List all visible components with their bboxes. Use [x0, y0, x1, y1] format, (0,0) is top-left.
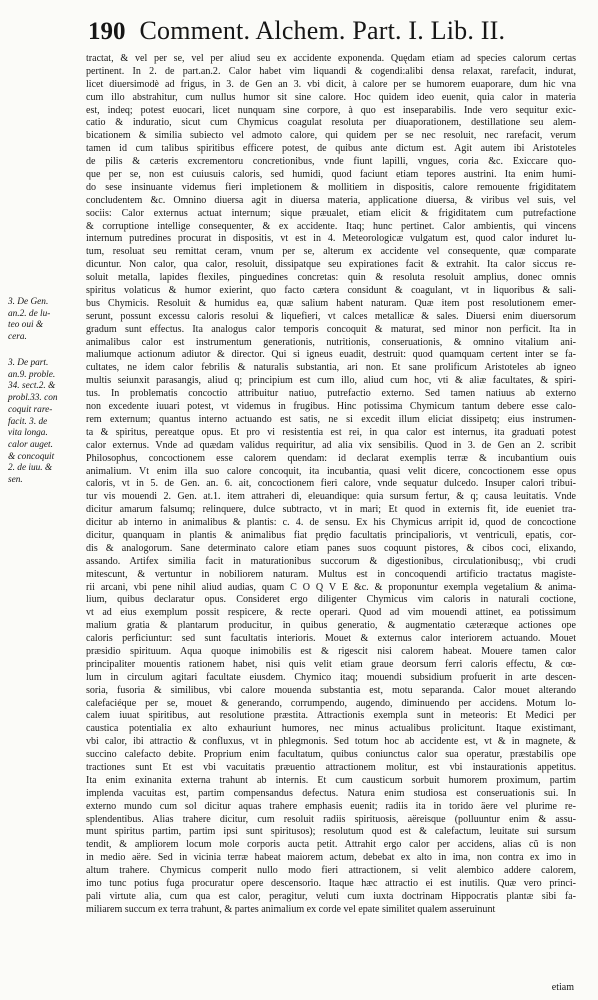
running-title: Comment. Alchem. Part. I. Lib. II.: [139, 16, 506, 45]
text-line: calem iuuat spiritibus, aut resolutione præstita. Attractionis exempla sunt in meteoris: Et Medici per: [86, 710, 576, 722]
text-line: multis seiunxit parasangis, aliud q; principium est cum illo, aliud cum hoc, vti & aliæ facultates, & spiri-: [86, 375, 576, 387]
text-line: spiritus volaticus & humor exierint, quo facto cætera considunt & coagulant, vt in liquoribus & sali-: [86, 285, 576, 297]
text-line: calefaciéque per se, mouet & generando, corrumpendo, augendo, diminuendo per accidens. Motum lo-: [86, 697, 576, 709]
margin-note-line: cera.: [8, 332, 27, 343]
text-line: lum in circulum agitari facultate eiusdem. Chymico itaq; mouendi subsidium profuerit in arte descen-: [86, 671, 576, 683]
text-line: do sese insinuante videmus fieri impletionem & mollitiem in dispositis, calore remouente frigiditatem: [86, 181, 576, 193]
text-line: vbi calor, ibi attractio & confluxus, vt in phlegmonis. Sed totum hoc ab accidente est, vt & in magnete, &: [86, 736, 576, 748]
text-line: licet diuersimodè ad frigus, in 3. de Gen an 3. vbi dicit, à calore per se humorem euaporare, dum hic vna: [86, 78, 576, 90]
text-line: internum putredines procurat in dispositis, vt est in 4. Meteorologicæ vulgatum est, quod calor induret lu-: [86, 233, 576, 245]
text-line: Philosophus, concoctionem esse calorem quendam: id declarat exemplis terræ & incubantium ouis: [86, 452, 576, 464]
margin-note-line: facit. 3. de: [8, 416, 48, 427]
text-line: assando. Artifex similia facit in maturationibus succorum & digestionibus, circulationibusq;, vbi crudi: [86, 555, 576, 567]
text-line: serunt, possunt excessu caloris resolui & liquefieri, vt calces metallicæ & sales. Diuersi enim diuersorum: [86, 310, 576, 322]
text-line: non excedente iuuari potest, vt videmus in frugibus. Hinc potissima Chymicum tantum debere esse calo-: [86, 401, 576, 413]
text-line: caloris perficiuntur: sed sunt facultatis interioris. Mouet & externus calor interiorem actuando. Mouet: [86, 633, 576, 645]
text-line: succino calefacto debite. Proprium enim facultatum, quibus coniunctus calor sua operatur, præstabilis ope: [86, 749, 576, 761]
text-line: tractiones sunt Et est vbi vacuitatis præuentio attractionem molitur, est vbi instaurationis appetitus.: [86, 761, 576, 773]
text-line: munt spiritus partim, partim ipsi sunt spiritusos); resolutum quod est & calefactum, leuitate sui sursum: [86, 826, 576, 838]
text-line: tus. In problematis concoctio attribuitur natiuo, putrefactio externo. Sed tamen natiuus ab externo: [86, 388, 576, 400]
text-line: pali virtute alia, cum qua est calor, peragitur, veluti cum iuxta doctrinam Hippocratis plantæ sibi fa-: [86, 890, 576, 902]
text-line: soluit metalla, lapides flexiles, pinguedines concretas: quin & resoluta resoluit amplius, donec omnis: [86, 272, 576, 284]
text-line: mitescunt, & vertuntur in nobiliorem naturam. Multus est in concoquendi artificio tractatus magiste-: [86, 568, 576, 580]
text-line: maliumque actionum adiutor & director. Qui si igneus euadit, destruit: quod quamquam certent inter se fa-: [86, 349, 576, 361]
text-line: miliarem succum ex terra trahunt, & partes animalium ex corde vel epate similitet qualem asseruinunt: [86, 903, 496, 915]
text-line: imo tunc potius fuga procuratur opere descensorio. Itaque hæc attractio ei est inutilis. Quæ vero princi-: [86, 878, 576, 889]
text-line: vt ad eius exemplum possit respicere, & recte operari. Quod ad vim mouendi attinet, ea potissimum: [86, 607, 576, 619]
margin-note-line: 3. De Gen.: [8, 297, 49, 307]
margin-note-line: calor auget.: [8, 439, 53, 450]
text-line: cum illo abstrahitur, cum nullus humor sit sine calore. Hoc quidem ideo euenit, quia calor in materia: [86, 91, 576, 103]
text-line: calor externus. Vnde ad quædam validus requiritur, ad alia vix sensibilis. Quod in 3. de Gen an 2. scribit: [86, 439, 576, 451]
text-line: lium, quibus declaratur opus. Consideret ergo diligenter Chymicus vim caloris in naturali coctione,: [86, 594, 576, 606]
text-line: que per se, non est cuiusuis caloris, sed humidi, quod faciunt etiam tepores austrini. Ita enim humi-: [86, 169, 576, 181]
text-line: bicationem & similia subiecto vel admoto calore, qui quidem per se nec resoluit, nec rarefacit, verum: [86, 130, 576, 142]
margin-note-line: sen.: [8, 475, 23, 486]
text-line: malium gratia & plantarum producitur, in quibus generatio, & augmentatio cæteræque actiones ope: [86, 620, 576, 632]
text-line: rii arcani, vbi pene nihil aliud audias, quam C O Q V E &c. & proponuntur exempla vegetalium & anima-: [86, 581, 576, 593]
body-text: [86, 53, 576, 917]
text-line: splendentibus. Alias trahere dicitur, cum resoluit radiis spirituosis, aëreisque (polluuntur enim & assu-: [86, 813, 576, 825]
text-line: sociis: Calor externus actuat internum; sique præualet, etiam elicit & frigiditatem cum putrefactione: [86, 207, 576, 219]
margin-note: [8, 358, 68, 487]
margin-note-line: vita longa.: [8, 428, 48, 439]
text-line: præsidio spirituum. Aqua quoque inimobilis est & rigescit nisi calorem habeat. Mouere tamen calor: [86, 645, 576, 657]
text-line: tur vis mouendi 2. Gen. at.1. item attraheri di, eleuandique: quia sursum fertur, & q; causa leuitatis. Vnde: [86, 491, 576, 503]
margin-note-line: probl.33. con: [8, 393, 58, 404]
margin-note: [8, 297, 68, 344]
catchword: etiam: [551, 982, 574, 993]
text-line: rem externum; quantus interno actuando est satis, ne si excedit illum eliciat dissipetq; eius instrumen-: [86, 413, 576, 425]
page-header: [88, 16, 558, 52]
text-line: dicuntur. Non calor, qua calor, resoluit, dissipatque seu expirationes facit & extrahit. Ita calor siccus re-: [86, 259, 576, 271]
text-line: bus Chymicis. Resoluit & humidus ea, quæ salium habent naturam. Quæ item post resolutionem emer-: [86, 297, 576, 309]
margin-note-line: teo oui &: [8, 320, 44, 331]
text-line: & corruptione intellige consequenter, & ex accidente. Itaq; hunc pertinet. Calor ambientis, qui vincens: [86, 220, 576, 232]
text-line: concludentem &c. Omnino diuersa agit in diuersa materia, applicatione diuersa, & viribus vel suis, vel: [86, 194, 576, 206]
text-line: de pilis & cæteris excrementoru concretionibus, vnde fiunt lapilli, vngues, coria &c. Exiccare quo-: [86, 156, 576, 168]
text-line: tendit, & ampliorem locum mole corporis aucta petit. Attrahit ergo calor per accidens, alias cũ is non: [86, 839, 576, 851]
text-line: caloris, vt in 5. de Gen. an. 6. ait, concoctionem fieri calore, vnde sequatur dulcedo. Insuper calori tribui-: [86, 478, 576, 490]
text-line: externo mundo cum sol dicitur aquas trahere emphasis euenit; radiis ita in torido äere vel plurime re-: [86, 800, 576, 812]
text-line: gradum sunt effectus. Ita analogus calor temporis concoquit & maturat, sed minor non perficit. Ita in: [86, 323, 576, 335]
text-line: tractat, & vel per se, vel per aliud seu ex accidente exponenda. Quędam etiam ad species calorum certas: [86, 53, 576, 64]
margin-note-line: coquit rare-: [8, 404, 53, 415]
margin-note-line: 3. De part.: [8, 358, 49, 368]
text-line: tamen id cum talibus spiritibus efficere potest, de quibus ante dictum est. Agit autem ibi Aristoteles: [86, 143, 576, 155]
text-line: in medio aëre. Sed in vicinia terræ habeat maiorem actum, debebat ex alto in ima, non contra ex imo in: [86, 852, 576, 864]
text-line: animalium. Vt enim illa suo calore concoquit, ita incubantia, quasi velit dicere, concoctionem esse opus: [86, 465, 576, 477]
margin-note-line: an.9. proble.: [8, 369, 56, 380]
text-line: animalibus calor est instrumentum generationis, nutritionis, conseruationis, & omnino vitalium ani-: [86, 336, 576, 348]
page-number: 190: [88, 18, 126, 45]
text-line: dicitur ab interno in animalibus & plantis: c. 4. de sensu. Ex his Chymicus arripit id, quod de concoctione: [86, 517, 576, 529]
margin-note-line: & concoquit: [8, 451, 55, 462]
text-line: tum, resoluat seu remittat ceram, vnum per se, alterum ex accidente vel consequente, quæ comparate: [86, 246, 576, 258]
text-line: dicitur, quanquam in plantis & animalibus fiat prędio facultatis principalioris, vt ventriculi, epatis, cor-: [86, 529, 576, 541]
text-line: ta & spiritus, pereatque opus. Et pro vi resistentia est rei, in qua calor est internus, ita graduati potest: [86, 426, 576, 438]
text-line: principaliter mouentis rationem habet, nisi quis velit etiam graue deorsum ferri caloris effectu, & cœ-: [86, 658, 576, 670]
text-line: soria, fusoria & similibus, vbi calore mouenda substantia est, motu separanda. Calor mouet alterando: [86, 684, 576, 696]
text-line: est, indeq; potest euocari, licet nunquam sine corpore, à quo est inseparabilis. Inde vero sequitur exic-: [86, 104, 576, 116]
text-line: altum trahere. Chymicus comperit nullo modo fieri attractionem, si velit alembico addere calorem,: [86, 865, 576, 877]
text-line: implenda vacuitas est, partim compensandus defectus. Natura enim studiosa est conseruationis sui. In: [86, 787, 576, 799]
text-line: dis & analogorum. Sane determinato calore etiam panes suos coquunt pistores, & cibos coci, elixando,: [86, 542, 576, 554]
text-line: Ita enim exinanita externa trahunt ab internis. Et cum causticum sorbuit humorem proximum, partim: [86, 774, 576, 786]
margin-note-line: 2. de iuu. &: [8, 463, 53, 474]
text-line: dicitur amarum falsumq; relinquere, dulce subtracto, vt in mari; Et quod in externis fit, ide eueniet tra-: [86, 504, 576, 516]
text-line: catio & induratio, sicut cum Chymicus coagulat resoluta per diuaporationem, destillatione seu alem-: [86, 117, 576, 129]
text-line: caustica potentialia ex alto exhauriunt humores, nec minus actualibus prolicitunt. Itaque existimant,: [86, 723, 576, 735]
margin-note-line: an.2. de lu-: [8, 308, 51, 319]
text-line: cultates, ne idem calor febrilis & naturalis substantia, ari non. Et sane prolificum Aristoteles ab igneo: [86, 362, 576, 374]
text-line: pertinent. In 2. de part.an.2. Calor habet vim liquandi & cogendi:alibi densa relaxat, rarefacit, indurat,: [86, 65, 576, 77]
margin-note-line: 34. sect.2. &: [8, 381, 56, 392]
